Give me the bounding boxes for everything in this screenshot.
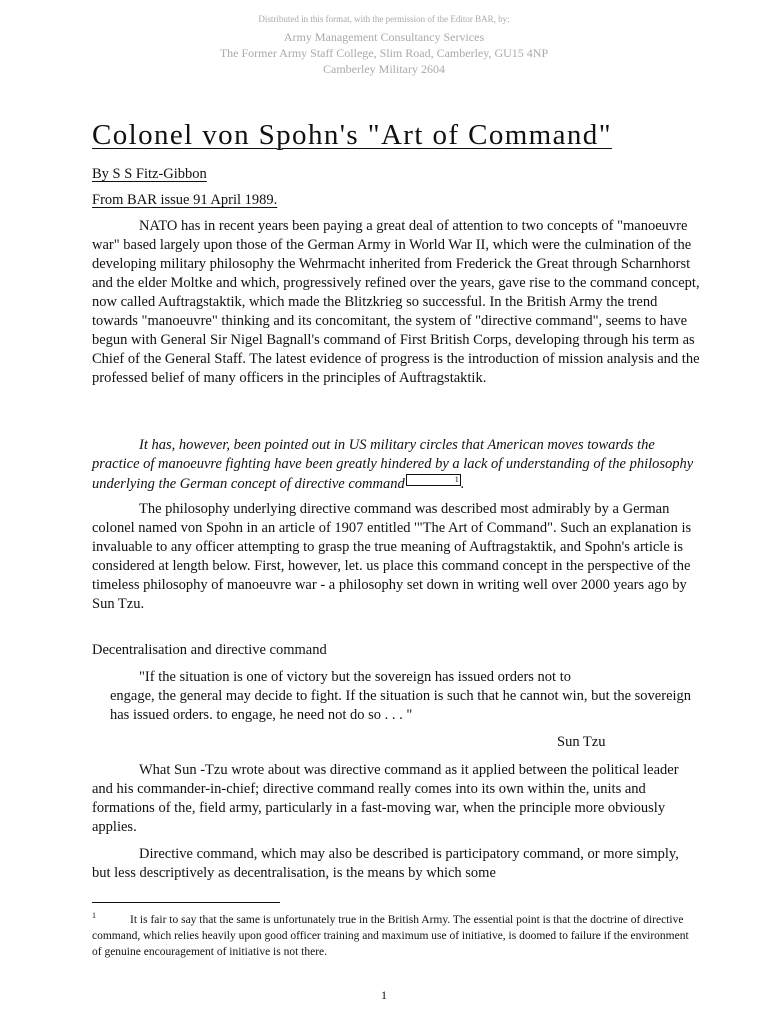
paragraph-4-text: What Sun -Tzu wrote about was directive command as it applied between the political leader and his commander-in-chief; directive command really comes into its own within the, units and formations of the, field army, particularly in a fast-moving war, when the principle more obviously applies. xyxy=(92,762,679,835)
paragraph-3 xyxy=(92,500,700,614)
quote-first-line: "If the situation is one of victory but the sovereign has issued orders not to xyxy=(139,669,571,685)
organization-address: The Former Army Staff College, Slim Road, Camberley, GU15 4NP xyxy=(219,46,549,60)
paragraph-2 xyxy=(92,436,700,494)
paragraph-4 xyxy=(92,761,700,837)
organization-name: Army Management Consultancy Services xyxy=(283,30,485,44)
paragraph-2-body: It has, however, been pointed out in US military circles that American moves towards the practice of manoeuvre fighting have been greatly hindered by a lack of understanding of the philosophy underlying the German concept of directive command xyxy=(92,437,694,492)
footnote-text: It is fair to say that the same is unfortunately true in the British Army. The essential point is that the doctrine of directive command, which relies heavily upon good officer training and maximum use of initiative, is doomed to failure if the environment of genuine encouragement of initiative is not there. xyxy=(92,913,689,958)
source-line: From BAR issue 91 April 1989. xyxy=(92,192,278,208)
quote-continuation: engage, the general may decide to fight. If the situation is such that he cannot win, but the sovereign has issued orders. to engage, he need not do so . . . " xyxy=(110,688,692,723)
footnote xyxy=(92,908,700,960)
sun-tzu-quote xyxy=(92,668,700,725)
author-line: By S S Fitz-Gibbon xyxy=(92,166,207,182)
footnote-number: 1 xyxy=(92,911,96,920)
paragraph-2-text xyxy=(92,436,700,494)
organization-location: Camberley Military 2604 xyxy=(323,62,445,76)
paragraph-1-text: NATO has in recent years been paying a great deal of attention to two concepts of "manoeuvre war" based largely upon those of the German Army in World War II, which were the culmination of the developing military philosophy the Wehrmacht inherited from Frederick the Great through Scharnhorst and the elder Moltke and which, progressively refined over the years, gave rise to the command concept, now called Auftragstaktik, which made the Blitzkrieg so successful. In the British Army the trend towards "manoeuvre" thinking and its concomitant, the system of "directive command", seems to have begun with General Sir Nigel Bagnall's command of First British Corps, developing through his term as Chief of the General Staff. The latest evidence of progress is the introduction of mission analysis and the professed belief of many officers in the principles of Auftragstaktik. xyxy=(92,218,700,386)
paragraph-5 xyxy=(92,845,700,883)
paragraph-3-text: The philosophy underlying directive command was described most admirably by a German colonel named von Spohn in an article of 1907 entitled '"The Art of Command". Such an explanation is invaluable to any officer attempting to grasp the true meaning of Auftragstaktik, and Spohn's article is considered at length below. First, however, let. us place this command concept in the perspective of the timeless philosophy of manoeuvre war - a philosophy set down in writing well over 2000 years ago by Sun Tzu. xyxy=(92,501,692,612)
quote-attribution: Sun Tzu xyxy=(557,734,606,750)
footnote-divider xyxy=(92,902,280,903)
page-title: Colonel von Spohn's "Art of Command" xyxy=(92,119,612,151)
footnote-reference-link[interactable]: 1 xyxy=(406,474,461,486)
paragraph-1 xyxy=(92,217,700,388)
paragraph-2-end: . xyxy=(460,475,465,492)
page-number: 1 xyxy=(381,988,387,1002)
section-heading: Decentralisation and directive command xyxy=(92,642,327,658)
paragraph-5-text: Directive command, which may also be described is participatory command, or more simply, but less descriptively as decentralisation, is the means by which some xyxy=(92,846,679,881)
distribution-note: Distributed in this format, with the permission of the Editor BAR, by: xyxy=(258,14,510,24)
